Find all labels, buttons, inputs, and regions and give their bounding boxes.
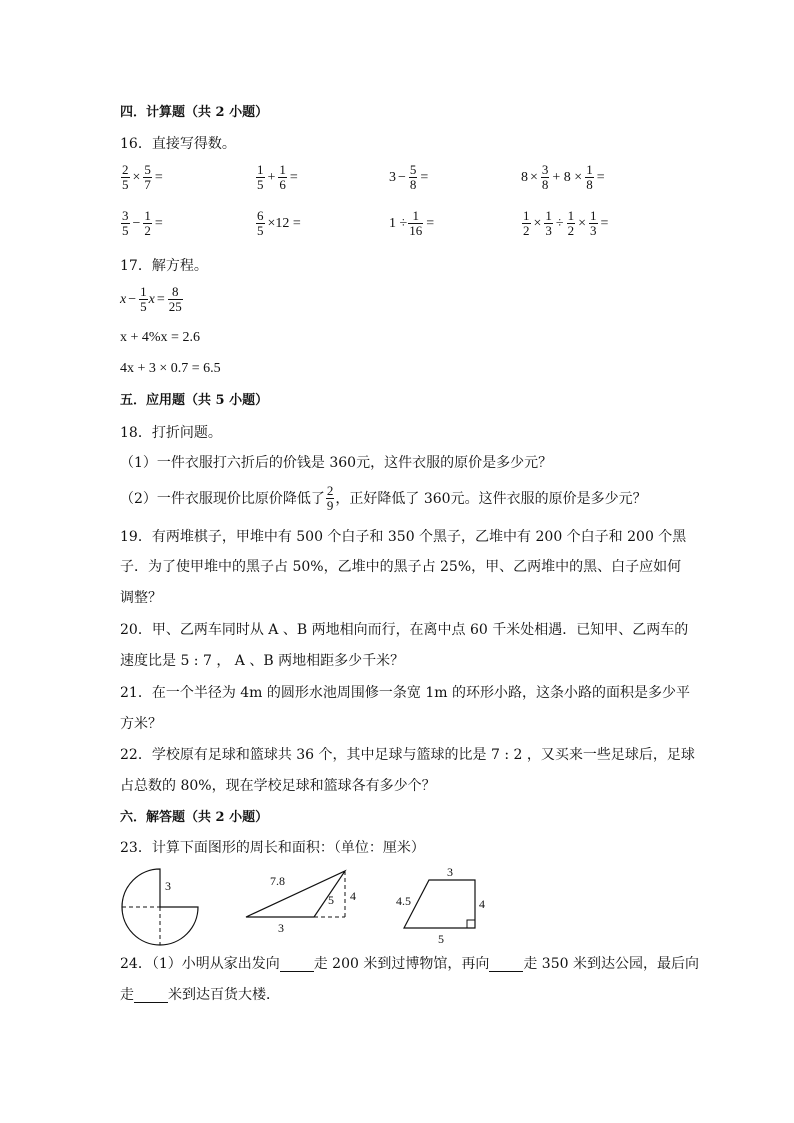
q20-line-1: 20．甲、乙两车同时从 A 、B 两地相向而行，在离中点 60 千米处相遇．已知甲、乙两车的 — [120, 622, 689, 638]
fraction: $\frac{1}{2}$ — [523, 208, 530, 238]
three-quarter-circle-figure — [122, 869, 198, 945]
fraction: $\frac{5}{7}$ — [144, 162, 151, 192]
q21-line-2: 方米？ — [120, 716, 162, 732]
fraction: $\frac{1}{16}$ — [409, 208, 423, 238]
triangle-figure — [246, 871, 356, 935]
q17-equation-3: 4x + 3 × 0.7 = 6.5 — [120, 361, 221, 376]
q18-title: 18．打折问题。 — [120, 425, 222, 441]
q22-line-2: 占总数的 80%，现在学校足球和篮球各有多少个？ — [120, 778, 436, 794]
q24-line-1: 24．（1）小明从家出发向 走 200 米到过博物馆，再向 走 350 米到达公园，最后向 — [120, 956, 699, 972]
q16-item-3: 3 − $\frac{5}{8}$ = — [389, 162, 429, 192]
q16-item-4: 8 × $\frac{3}{8}$ + 8 × $\frac{1}{8}$ = — [521, 162, 605, 192]
fraction: $\frac{5}{8}$ — [409, 162, 417, 192]
q16-item-7: 1 ÷ $\frac{1}{16}$ = — [389, 208, 435, 238]
fig3-right-label: 4 — [479, 897, 485, 911]
q19-line-1: 19．有两堆棋子，甲堆中有 500 个白子和 350 个黑子，乙堆中有 200 个白子和 200 个黑 — [120, 529, 687, 545]
q17-equation-1: x − $\frac{1}{5}$ x = $\frac{8}{25}$ — [120, 284, 182, 314]
q18-part-2: （2）一件衣服现价比原价降低了 $\frac{2}{9}$ ，正好降低了 360元。这件衣服的原价是多少元？ — [120, 483, 647, 513]
fig2-base-label: 3 — [278, 921, 284, 935]
fig2-side-label: 5 — [328, 893, 334, 907]
q16-item-8: $\frac{1}{2}$ × $\frac{1}{3}$ ÷ $\frac{1}{2}$ × $\frac{1}{3}$ = — [523, 208, 609, 238]
fraction: $\frac{1}{3}$ — [590, 208, 597, 238]
q16-item-1: $\frac{2}{5}$ × $\frac{5}{7}$ = — [122, 162, 163, 192]
fraction: $\frac{1}{5}$ — [140, 284, 147, 314]
q16-title: 16．直接写得数。 — [120, 136, 236, 152]
fig2-height-label: 4 — [350, 889, 356, 903]
q16-item-2: $\frac{1}{5}$ + $\frac{1}{6}$ = — [257, 162, 298, 192]
q16-item-5: $\frac{3}{5}$ − $\frac{1}{2}$ = — [122, 208, 163, 238]
answer-blank[interactable] — [280, 957, 314, 972]
fraction: $\frac{1}{2}$ — [567, 208, 575, 238]
fraction: $\frac{1}{8}$ — [586, 162, 593, 192]
fig3-left-label: 4.5 — [396, 894, 411, 908]
section-title-6: 六．解答题（共 2 小题） — [120, 810, 269, 825]
q19-line-3: 调整？ — [120, 590, 162, 606]
fig3-top-label: 3 — [447, 865, 453, 879]
q16-item-6: $\frac{6}{5}$ ×12 = — [257, 208, 301, 238]
fig2-hypotenuse-label: 7.8 — [270, 874, 285, 888]
fraction: $\frac{1}{3}$ — [545, 208, 552, 238]
section-title-5: 五．应用题（共 5 小题） — [120, 393, 269, 408]
q21-line-1: 21．在一个半径为 4m 的圆形水池周围修一条宽 1m 的环形小路，这条小路的面积是多少平 — [120, 685, 690, 701]
fig1-radius-label: 3 — [165, 879, 171, 893]
fraction: $\frac{3}{5}$ — [122, 208, 129, 238]
fraction: $\frac{3}{8}$ — [541, 162, 549, 192]
trapezoid-figure — [396, 865, 485, 946]
fraction: $\frac{1}{6}$ — [279, 162, 286, 192]
fraction: $\frac{6}{5}$ — [257, 208, 264, 238]
q22-line-1: 22．学校原有足球和篮球共 36 个，其中足球与篮球的比是 7 : 2 ，又买来一些足球后，足球 — [120, 747, 695, 763]
q24-line-2: 走 米到达百货大楼． — [120, 987, 280, 1003]
section-title-4: 四．计算题（共 2 小题） — [120, 105, 269, 120]
q19-line-2: 子．为了使甲堆中的黑子占 50%，乙堆中的黑子占 25%，甲、乙两堆中的黑、白子应如何 — [120, 559, 682, 575]
q17-equation-2: x + 4%x = 2.6 — [120, 330, 200, 345]
fraction: $\frac{8}{25}$ — [168, 284, 182, 314]
fraction: $\frac{1}{2}$ — [144, 208, 151, 238]
answer-blank[interactable] — [134, 988, 168, 1003]
q23-title: 23．计算下面图形的周长和面积：（单位：厘米） — [120, 840, 425, 856]
q20-line-2: 速度比是 5 : 7 ， A 、B 两地相距多少千米？ — [120, 653, 405, 669]
q18-part-1: （1）一件衣服打六折后的价钱是 360元，这件衣服的原价是多少元？ — [120, 455, 553, 471]
q23-figures — [110, 862, 490, 952]
fraction: $\frac{1}{5}$ — [257, 162, 264, 192]
fig3-bottom-label: 5 — [438, 932, 444, 946]
answer-blank[interactable] — [489, 957, 523, 972]
q17-title: 17．解方程。 — [120, 258, 208, 274]
fraction: $\frac{2}{5}$ — [122, 162, 129, 192]
fraction: $\frac{2}{9}$ — [326, 483, 334, 513]
